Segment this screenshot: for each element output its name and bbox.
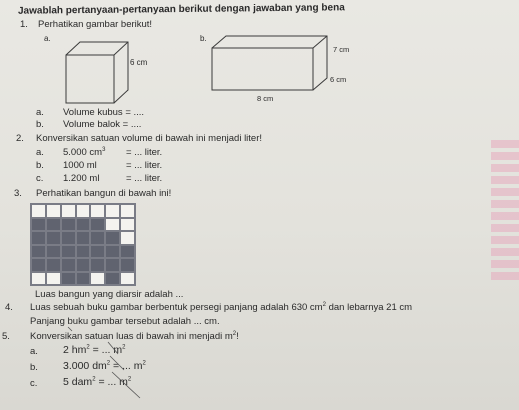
q3-instruction: Perhatikan bangun di bawah ini! [36, 188, 172, 199]
q2b-answer: = ... liter. [126, 160, 163, 171]
cuboid-length-label: 8 cm [257, 94, 274, 103]
q2a-value: 5.000 $cm^3$ [63, 146, 106, 158]
q2b-value: 1000 ml [63, 160, 97, 171]
q2a-label: a. [36, 147, 44, 158]
q5b-label: b. [30, 362, 38, 373]
q4-line2: Panjang buku gambar tersebut adalah ... cm. [30, 316, 220, 327]
q5c-label: c. [30, 378, 38, 389]
q1-number: 1. [20, 19, 28, 30]
fig-b-label: b. [200, 34, 207, 43]
q5c-expression: 5 dam$^2$ = ... $m^2$ [63, 376, 132, 388]
q5b-expression: 3.000 $dm^2$ = ... $m^2$ [63, 360, 146, 372]
q5-instruction: Konversikan satuan luas di bawah ini menjadi $m^2$! [30, 330, 239, 342]
q1-instruction: Perhatikan gambar berikut! [38, 19, 153, 30]
q2-number: 2. [16, 133, 24, 144]
fig-a-label: a. [44, 34, 51, 43]
q5a-label: a. [30, 346, 38, 357]
q2-instruction: Konversikan satuan volume di bawah ini menjadi liter! [36, 133, 263, 144]
cuboid-depth-label: 7 cm [333, 45, 350, 54]
q3-number: 3. [14, 188, 22, 199]
q5a-expression: 2 $hm^2$ = ... $m^2$ [63, 344, 126, 356]
q2c-label: c. [36, 173, 44, 184]
q1a-text: Volume kubus = .... [63, 107, 145, 118]
q4-line1: Luas sebuah buku gambar berbentuk persegi panjang adalah 630 $cm^2$ dan lebarnya 21 cm [30, 301, 413, 313]
q2a-answer: = ... liter. [126, 147, 163, 158]
worksheet-heading: Jawablah pertanyaan-pertanyaan berikut dengan jawaban yang bena [18, 2, 345, 17]
q2c-answer: = ... liter. [126, 173, 163, 184]
q4-number: 4. [5, 302, 13, 313]
q1b-label: b. [36, 119, 44, 130]
q2c-value: 1.200 ml [63, 173, 100, 184]
q1a-label: a. [36, 107, 44, 118]
cuboid-height-label: 6 cm [330, 75, 347, 84]
q1b-text: Volume balok = .... [63, 119, 142, 130]
q2b-label: b. [36, 160, 44, 171]
cube-edge-label: 6 cm [130, 58, 148, 67]
q3-caption: Luas bangun yang diarsir adalah ... [35, 289, 184, 300]
q5-number: 5. [2, 331, 10, 342]
